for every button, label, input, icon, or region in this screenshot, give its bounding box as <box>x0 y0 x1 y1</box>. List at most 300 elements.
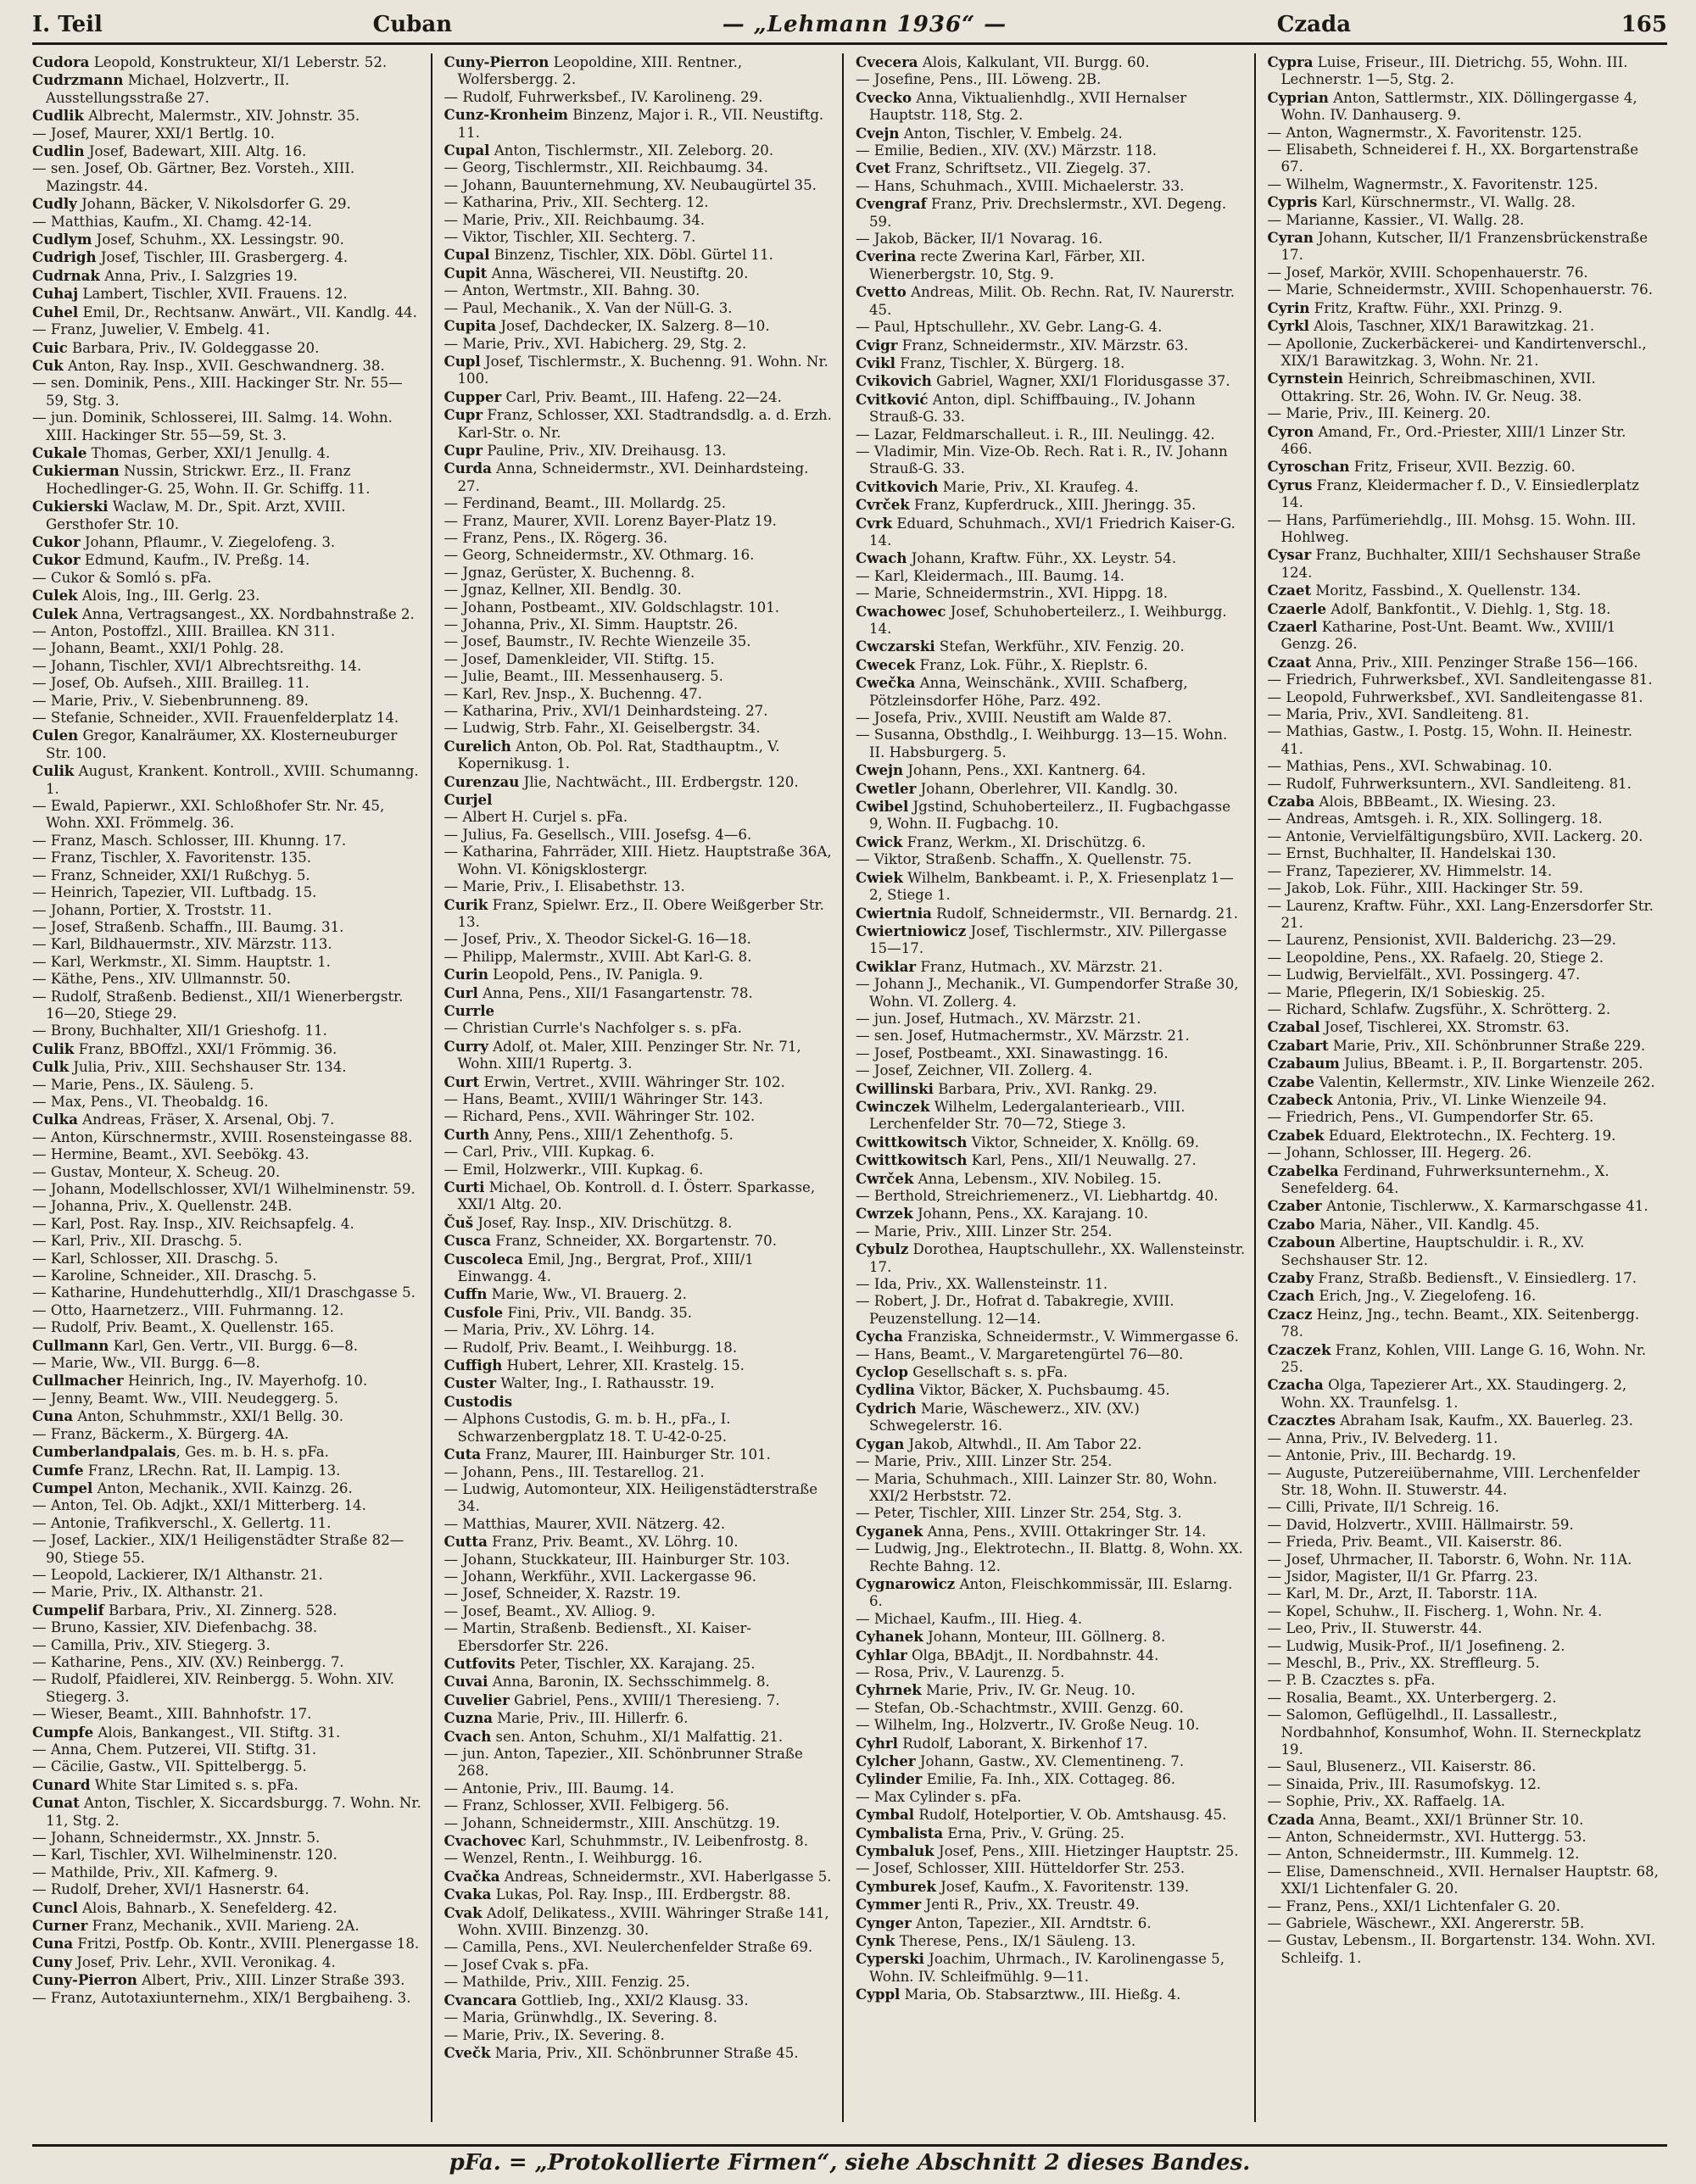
entry-details: — Sinaida, Priv., III. Rasumofskyg. 12. <box>1267 1775 1542 1792</box>
directory-entry <box>1268 512 1660 547</box>
directory-entry <box>32 919 422 936</box>
entry-details: — Camilla, Priv., XIV. Stiegerg. 3. <box>32 1636 271 1653</box>
entry-details: Anna, Viktualienhdlg., XVII Hernalser Hauptstr. 118, Stg. 2. <box>869 89 1187 124</box>
entry-surname: Custer <box>444 1374 497 1392</box>
directory-entry <box>32 989 422 1023</box>
directory-entry <box>444 1232 834 1250</box>
column-2 <box>444 53 845 2122</box>
entry-details: — Michael, Kaufm., III. Hieg. 4. <box>856 1610 1083 1627</box>
entry-details: Binzenz, Tischler, XIX. Döbl. Gürtel 11. <box>489 247 773 264</box>
directory-entry <box>856 1752 1246 1770</box>
directory-entry <box>856 1540 1246 1575</box>
directory-entry <box>1268 423 1660 459</box>
entry-surname: Cukor <box>32 532 81 550</box>
directory-entry <box>1268 53 1660 89</box>
directory-entry <box>856 1205 1246 1223</box>
directory-entry <box>32 1407 422 1425</box>
directory-entry <box>444 896 834 932</box>
entry-details: — Hans, Beamt., V. Margaretengürtel 76—80. <box>856 1346 1184 1362</box>
entry-surname: Czada <box>1267 1810 1315 1828</box>
entry-details: Antonia, Priv., VI. Linke Wienzeile 94. <box>1332 1091 1607 1108</box>
directory-entry <box>32 867 422 884</box>
entry-details: — Meschl, B., Priv., XX. Streffleurg. 5. <box>1267 1654 1540 1671</box>
directory-entry <box>444 1214 834 1232</box>
entry-details: — Hans, Parfümeriehdlg., III. Mohsg. 15. Wohn. III. Hohlweg. <box>1267 511 1637 545</box>
entry-details: — Anton, Schneidermstr., XVI. Huttergg. 53. <box>1267 1829 1587 1846</box>
entry-details: — Philipp, Malermstr., XVIII. Abt Karl-G. 8. <box>444 948 752 965</box>
directory-entry <box>32 285 422 303</box>
entry-surname: Cuffigh <box>444 1357 503 1374</box>
entry-surname: Czabart <box>1267 1036 1329 1054</box>
entry-surname: Cwrček <box>856 1169 914 1187</box>
entry-details: Erwin, Vertret., XVIII. Währinger Str. 102. <box>479 1073 785 1090</box>
directory-entry <box>856 1062 1246 1079</box>
entry-surname: Curenzau <box>444 772 520 790</box>
entry-surname: Cygnarowicz <box>856 1574 956 1592</box>
entry-surname: Cyppl <box>856 1986 901 2003</box>
directory-entry <box>32 1251 422 1268</box>
entry-details: — Hans, Schuhmach., XVIII. Michaelerstr. 33. <box>856 177 1185 194</box>
entry-details: — Anton, Schneidermstr., III. Kummelg. 12. <box>1267 1846 1580 1863</box>
entry-details: — Josefine, Pens., III. Löweng. 2B. <box>856 71 1102 88</box>
directory-entry <box>444 106 834 142</box>
directory-entry <box>856 1735 1246 1752</box>
entry-details: — Wenzel, Rentn., I. Weihburgg. 16. <box>444 1850 703 1867</box>
directory-entry <box>1268 1932 1660 1967</box>
entry-surname: Culka <box>32 1111 78 1128</box>
entry-details: — Marie, Priv., I. Elisabethstr. 13. <box>444 878 685 895</box>
directory-entry <box>444 720 834 737</box>
directory-entry <box>444 1603 834 1620</box>
entry-surname: Cupper <box>444 387 502 405</box>
entry-surname: Cysar <box>1267 546 1312 564</box>
directory-entry <box>444 773 834 791</box>
directory-entry <box>856 159 1246 177</box>
directory-entry <box>444 1251 834 1286</box>
entry-surname: Czabe <box>1267 1072 1315 1090</box>
entry-surname: Cukale <box>32 443 87 461</box>
entry-details: Franziska, Schneidermstr., V. Wimmergasse 6. <box>902 1329 1239 1346</box>
entry-details: Emil, Jng., Bergrat, Prof., XIII/1 Einwangg. 4. <box>457 1251 754 1285</box>
entry-details: — Cilli, Private, II/1 Schreig. 16. <box>1267 1499 1500 1516</box>
entry-details: — Karl, Tischler, XVI. Wilhelminenstr. 120. <box>32 1847 338 1864</box>
directory-entry <box>32 710 422 727</box>
directory-entry <box>856 1646 1246 1664</box>
directory-entry <box>1268 546 1660 582</box>
entry-details: — Johann, Schlosser, III. Hegerg. 26. <box>1267 1145 1532 1162</box>
entry-details: Maria, Ob. Stabsarztww., III. Hießg. 4. <box>900 1986 1181 2003</box>
directory-entry <box>856 1628 1246 1646</box>
entry-surname: Cygan <box>856 1435 905 1452</box>
directory-entry <box>856 354 1246 372</box>
entry-details: — Christian Currle's Nachfolger s. s. pFa. <box>444 1020 742 1037</box>
directory-entry <box>1268 984 1660 1001</box>
directory-entry <box>856 1950 1246 1986</box>
directory-entry <box>856 761 1246 779</box>
entry-details: Karl, Schuhmmstr., IV. Leibenfrostg. 8. <box>526 1833 809 1850</box>
directory-entry <box>856 178 1246 195</box>
directory-entry <box>856 1151 1246 1169</box>
entry-details: Franz, Werkm., XI. Drischützg. 6. <box>902 833 1146 850</box>
directory-entry <box>856 1700 1246 1717</box>
directory-entry <box>32 1443 422 1461</box>
directory-entry <box>444 1481 834 1516</box>
entry-surname: Custodis <box>444 1392 513 1410</box>
directory-entry <box>32 1584 422 1601</box>
entry-details: — Franz, Schneider, XXI/1 Rußchyg. 5. <box>32 866 310 883</box>
entry-details: Thomas, Gerber, XXI/1 Jenullg. 4. <box>86 444 331 461</box>
entry-surname: Cullmacher <box>32 1372 124 1390</box>
first-entry-word: Cuban <box>372 12 453 37</box>
entry-details: Franz, Priv. Drechslermstr., XVI. Degeng. 59. <box>869 196 1227 230</box>
entry-details: — Jgnaz, Kellner, XII. Bendlg. 30. <box>444 582 682 599</box>
directory-entry <box>1268 1552 1660 1568</box>
entry-surname: Cupita <box>444 317 497 335</box>
directory-entry <box>856 231 1246 248</box>
entry-surname: Curik <box>444 895 488 913</box>
entry-surname: Cvetto <box>856 283 907 301</box>
entry-details: — Franz, Pens., XXI/1 Lichtenfaler G. 20. <box>1267 1897 1561 1914</box>
entry-details: — Matthias, Kaufm., XI. Chamg. 42-14. <box>32 213 312 230</box>
entry-details: Rudolf, Hotelportier, V. Ob. Amtshausg. 45. <box>914 1807 1227 1824</box>
directory-entry <box>1268 828 1660 845</box>
directory-entry <box>856 1276 1246 1293</box>
entry-details: Anna, Pens., XVIII. Ottakringer Str. 14. <box>923 1523 1207 1540</box>
entry-details: — sen. Dominik, Pens., XIII. Hackinger Str. Nr. 55—59, Stg. 3. <box>32 375 403 409</box>
entry-details: — Marie, Priv., XIII. Linzer Str. 254. <box>856 1453 1113 1470</box>
directory-entry <box>444 633 834 650</box>
directory-entry <box>856 851 1246 868</box>
directory-entry <box>444 1568 834 1585</box>
directory-entry <box>32 1990 422 2007</box>
entry-details: — Franz, Juwelier, V. Embelg. 41. <box>32 321 271 338</box>
directory-entry <box>32 623 422 640</box>
directory-entry <box>32 1971 422 1989</box>
entry-details: — Karl, Kleidermach., III. Baumg. 14. <box>856 567 1124 584</box>
directory-entry <box>444 966 834 983</box>
entry-surname: Cupit <box>444 264 488 281</box>
entry-details: Eduard, Schuhmach., XVI/1 Friedrich Kaiser-G. 14. <box>869 515 1236 549</box>
directory-entry <box>1268 1864 1660 1898</box>
entry-details: Anna, Baronin, IX. Sechsschimmelg. 8. <box>488 1674 770 1691</box>
entry-details: — Georg, Schneidermstr., XV. Othmarg. 16. <box>444 547 755 564</box>
directory-entry <box>1268 1707 1660 1758</box>
directory-entry <box>856 1381 1246 1399</box>
entry-surname: Čuš <box>444 1213 474 1231</box>
directory-entry <box>856 1346 1246 1363</box>
directory-entry <box>32 1741 422 1758</box>
directory-entry <box>1268 706 1660 723</box>
entry-details: Josef, Dachdecker, IX. Salzerg. 8—10. <box>496 318 770 335</box>
directory-entry <box>32 321 422 338</box>
entry-details: — Richard, Schlafw. Zugsführ., X. Schrötterg. 2. <box>1267 1000 1611 1017</box>
directory-entry <box>444 1304 834 1322</box>
directory-entry <box>1268 317 1660 335</box>
directory-entry <box>1268 1811 1660 1829</box>
entry-details: Alois, BBBeamt., IX. Wiesing. 23. <box>1314 794 1556 811</box>
entry-details: Franz, Buchhalter, XIII/1 Sechshauser Straße 124. <box>1280 547 1641 581</box>
directory-entry <box>32 1830 422 1847</box>
directory-entry <box>856 958 1246 976</box>
entry-details: — Josef, Priv., X. Theodor Sickel-G. 16—18. <box>444 931 751 948</box>
directory-entry <box>1268 932 1660 949</box>
entry-details: — Elisabeth, Schneiderei f. H., XX. Borgartenstraße 67. <box>1267 142 1639 176</box>
directory-entry <box>32 1602 422 1619</box>
directory-entry <box>1268 193 1660 211</box>
directory-entry <box>856 89 1246 125</box>
directory-entry <box>444 2027 834 2044</box>
entry-surname: Cwittkowitsch <box>856 1151 968 1169</box>
directory-entry <box>856 319 1246 336</box>
entry-surname: Cvačka <box>444 1867 500 1885</box>
entry-details: — Andreas, Amtsgeh. i. R., XIX. Sollingerg. 18. <box>1267 811 1603 827</box>
directory-entry <box>32 1953 422 1971</box>
directory-entry <box>444 530 834 547</box>
directory-entry <box>444 651 834 668</box>
directory-entry <box>444 1108 834 1125</box>
entry-details: — Marie, Priv., XVI. Habicherg. 29, Stg. 2. <box>444 335 747 352</box>
directory-entry <box>32 1337 422 1355</box>
directory-entry <box>856 372 1246 390</box>
directory-entry <box>32 658 422 675</box>
directory-entry <box>444 1974 834 1991</box>
directory-entry <box>1268 950 1660 967</box>
directory-entry <box>32 1532 422 1567</box>
entry-details: Alois, Bahnarb., X. Senefelderg. 42. <box>77 1899 338 1916</box>
entry-details: — Franz, Autotaxiunternehm., XIX/1 Bergbaiheng. 3. <box>32 1989 411 2006</box>
entry-details: — Maria, Schuhmach., XIII. Lainzer Str. 80, Wohn. XXI/2 Herbststr. 72. <box>856 1470 1218 1504</box>
directory-entry <box>1268 405 1660 422</box>
entry-surname: Czabeck <box>1267 1090 1333 1108</box>
directory-entry <box>444 984 834 1002</box>
directory-entry <box>32 1479 422 1497</box>
entry-details: — Josef, Schneider, X. Razstr. 19. <box>444 1585 681 1602</box>
directory-entry <box>856 1400 1246 1435</box>
entry-details: — Johann, Modellschlosser, XVI/1 Wilhelminenstr. 59. <box>32 1181 416 1197</box>
entry-surname: Czacztes <box>1267 1412 1336 1429</box>
entry-details: — Maria, Priv., XVI. Sandleiteng. 81. <box>1267 706 1530 723</box>
entry-details: — Karoline, Schneider., XII. Draschg. 5. <box>32 1268 317 1284</box>
entry-details: — Gustav, Lebensm., II. Borgartenstr. 134. Wohn. XVI. Schleifg. 1. <box>1267 1932 1656 1966</box>
entry-details: — Anton, Tel. Ob. Adjkt., XXI/1 Mitterberg. 14. <box>32 1497 366 1514</box>
directory-entry <box>856 976 1246 1011</box>
running-title: — „Lehmann 1936“ — <box>722 12 1007 37</box>
entry-surname: Culek <box>32 604 78 622</box>
entry-surname: Curner <box>32 1917 88 1935</box>
directory-entry <box>856 1932 1246 1950</box>
directory-entry <box>32 936 422 953</box>
entry-details: Franz, Priv. Beamt., XV. Löhrg. 10. <box>487 1534 739 1551</box>
entry-details: — Karl, Priv., XII. Draschg. 5. <box>32 1233 243 1250</box>
entry-surname: Cwachowec <box>856 602 946 620</box>
directory-entry <box>856 1611 1246 1628</box>
page-header <box>32 12 1667 45</box>
entry-surname: Cwach <box>856 549 907 567</box>
entry-details: — Josef, Maurer, XXI/1 Bertlg. 10. <box>32 125 276 142</box>
directory-entry <box>856 1471 1246 1506</box>
entry-surname: Cupr <box>444 406 483 424</box>
directory-entry <box>856 515 1246 550</box>
directory-entry <box>1268 1109 1660 1126</box>
entry-surname: Culk <box>32 1058 70 1076</box>
entry-details: — Karl, Post. Ray. Insp., XIV. Reichsapfelg. 4. <box>32 1215 354 1232</box>
directory-entry <box>444 194 834 211</box>
directory-entry <box>1268 1037 1660 1055</box>
directory-entry <box>856 1789 1246 1806</box>
entry-details: Nussin, Strickwr. Erz., II. Franz Hochedlinger-G. 25, Wohn. II. Gr. Schiffg. 11. <box>46 463 371 497</box>
entry-details: — Karl, Bildhauermstr., XIV. Märzstr. 113. <box>32 936 332 953</box>
entry-details: Anna, Beamt., XXI/1 Brünner Str. 10. <box>1314 1811 1584 1828</box>
entry-details: — Anton, Postoffzl., XIII. Braillea. KN 311. <box>32 623 336 639</box>
directory-entry <box>32 570 422 587</box>
entry-details: Gesellschaft s. s. pFa. <box>907 1364 1068 1381</box>
entry-details: — Cukor & Somló s. pFa. <box>32 569 212 586</box>
directory-entry <box>1268 689 1660 706</box>
entry-surname: Cunz-Kronheim <box>444 106 568 124</box>
entry-details: Johann, Kutscher, II/1 Franzensbrückenstraße 17. <box>1280 230 1649 264</box>
directory-entry <box>32 498 422 533</box>
entry-surname: Culik <box>32 1039 75 1057</box>
entry-surname: Cukierman <box>32 462 120 480</box>
entry-details: Marie, Priv., XII. Schönbrunner Straße 229. <box>1328 1037 1646 1054</box>
entry-details: Emil, Dr., Rechtsanw. Anwärt., VII. Kandlg. 44. <box>78 304 417 320</box>
entry-details: — Johann, Postbeamt., XIV. Goldschlagstr. 101. <box>444 599 780 616</box>
directory-entry <box>444 159 834 176</box>
entry-surname: Cuncl <box>32 1898 78 1916</box>
entry-details: — Karl, Werkmstr., XI. Simm. Hauptstr. 1. <box>32 953 331 970</box>
entry-details: Edmund, Kaufm., IV. Preßg. 14. <box>80 552 310 569</box>
directory-entry <box>32 1040 422 1058</box>
entry-details: Karl, Gen. Vertr., VII. Burgg. 6—8. <box>109 1337 359 1354</box>
entry-details: Anton, Tapezier., XII. Arndtstr. 6. <box>911 1914 1152 1931</box>
entry-surname: Cymbal <box>856 1806 915 1824</box>
directory-entry <box>32 587 422 604</box>
directory-entry <box>444 1322 834 1339</box>
entry-details: Alois, Kalkulant, VII. Burgg. 60. <box>918 54 1150 70</box>
directory-entry <box>444 1992 834 2009</box>
entry-details: — Josef, Schlosser, XIII. Hütteldorfer Str. 253. <box>856 1860 1186 1877</box>
entry-surname: Cudora <box>32 53 90 70</box>
directory-entry <box>856 1011 1246 1028</box>
entry-details: — Hermine, Beamt., XVI. Seebökg. 43. <box>32 1146 310 1163</box>
entry-surname: Cumpfe <box>32 1723 94 1741</box>
directory-entry <box>856 1681 1246 1699</box>
column-1 <box>32 53 432 2122</box>
directory-entry <box>444 565 834 582</box>
directory-entry <box>32 1022 422 1039</box>
entry-details: — Georg, Tischlermstr., XII. Reichbaumg. 34. <box>444 159 768 176</box>
entry-surname: Cyganek <box>856 1522 923 1540</box>
directory-entry <box>32 675 422 692</box>
entry-details: — Peter, Tischler, XIII. Linzer Str. 254, Stg. 3. <box>856 1505 1182 1522</box>
entry-details: Josef, Tischlermstr., X. Buchenng. 91. Wohn. Nr. 100. <box>457 353 828 387</box>
directory-entry <box>444 703 834 720</box>
directory-entry <box>444 1002 834 1020</box>
entry-details: — Brony, Buchhalter, XII/1 Grieshofg. 11. <box>32 1022 327 1039</box>
directory-entry <box>32 1302 422 1319</box>
entry-surname: Cuk <box>32 356 64 374</box>
directory-entry <box>856 798 1246 833</box>
entry-details: Peter, Tischler, XX. Karajang. 25. <box>515 1655 756 1672</box>
directory-entry <box>444 1868 834 1886</box>
entry-details: — Rudolf, Dreher, XVI/1 Hasnerstr. 64. <box>32 1881 310 1898</box>
entry-surname: Culek <box>32 587 78 604</box>
entry-details: Franz, Schneidermstr., XIV. Märzstr. 63. <box>897 337 1189 354</box>
entry-details: — Ida, Priv., XX. Wallensteinstr. 11. <box>856 1276 1108 1293</box>
entry-details: — Marie, Priv., IX. Severing. 8. <box>444 2026 665 2043</box>
entry-details: — Rudolf, Fuhrwerksuntern., XVI. Sandleiteng. 81. <box>1267 775 1632 792</box>
directory-entry <box>1268 1898 1660 1915</box>
entry-details: Marie, Priv., XI. Kraufeg. 4. <box>938 478 1139 495</box>
directory-entry <box>444 442 834 460</box>
entry-surname: Czaboun <box>1267 1234 1336 1251</box>
entry-details: — Marie, Pflegerin, IX/1 Sobieskig. 25. <box>1267 983 1546 1000</box>
entry-details: — Friedrich, Fuhrwerksbef., XVI. Sandleitengasse 81. <box>1267 671 1653 688</box>
directory-entry <box>32 1776 422 1794</box>
entry-details: — Jsidor, Magister, II/1 Gr. Pfarrg. 23. <box>1267 1568 1538 1585</box>
entry-details: — Rudolf, Priv. Beamt., I. Weihburgg. 18. <box>444 1339 738 1356</box>
directory-entry <box>32 1164 422 1181</box>
directory-entry <box>856 1825 1246 1842</box>
entry-details: — Cäcilie, Gastw., VII. Spittelbergg. 5. <box>32 1758 307 1775</box>
entry-surname: Cvečk <box>444 2043 491 2061</box>
entry-details: Johann, Oberlehrer, VII. Kandlg. 30. <box>916 780 1179 797</box>
entry-details: — Johann, Werkführ., XVII. Lackergasse 96. <box>444 1568 756 1585</box>
directory-entry <box>1268 336 1660 370</box>
entry-surname: Czacz <box>1267 1305 1313 1323</box>
directory-entry <box>32 762 422 798</box>
directory-entry <box>1268 1465 1660 1500</box>
entry-details: — Antonie, Priv., III. Bechardg. 19. <box>1267 1447 1516 1464</box>
directory-entry <box>444 495 834 512</box>
entry-details: — Matthias, Maurer, XVII. Nätzerg. 42. <box>444 1515 726 1532</box>
entry-details: — Leopold, Fuhrwerksbef., XVI. Sandleitengasse 81. <box>1267 688 1643 705</box>
entry-details: Anny, Pens., XIII/1 Zehenthofg. 5. <box>489 1126 734 1143</box>
entry-details: — Karl, Rev. Jnsp., X. Buchenng. 47. <box>444 685 702 702</box>
entry-details: — Julie, Beamt., III. Messenhauserg. 5. <box>444 668 723 685</box>
directory-entry <box>32 1497 422 1514</box>
directory-entry <box>444 265 834 282</box>
entry-details: — Leo, Priv., II. Stuwerstr. 44. <box>1267 1620 1482 1637</box>
directory-entry <box>1268 1216 1660 1234</box>
entry-surname: Cvikovich <box>856 372 932 390</box>
entry-details: Franz, Straßb. Bediensft., V. Einsiedlerg. 17. <box>1314 1270 1637 1287</box>
directory-entry <box>856 478 1246 496</box>
directory-entry <box>444 406 834 442</box>
entry-details: — sen. Josef, Ob. Gärtner, Bez. Vorsteh., XIII. Mazingstr. 44. <box>32 160 355 194</box>
entry-details: Dorothea, Hauptschullehr., XX. Wallensteinstr. 17. <box>869 1241 1246 1275</box>
directory-entry <box>856 496 1246 514</box>
directory-entry <box>32 1794 422 1830</box>
entry-details: Marie, Priv., IV. Gr. Neug. 10. <box>921 1682 1135 1699</box>
entry-details: — Rudolf, Fuhrwerksbef., IV. Karolineng. 29. <box>444 88 763 105</box>
directory-entry <box>444 1620 834 1655</box>
entry-details: — Franz, Schlosser, XVII. Felbigerg. 56. <box>444 1797 729 1814</box>
entry-details: Alois, Bankangest., VII. Stiftg. 31. <box>93 1724 341 1741</box>
directory-entry <box>444 738 834 773</box>
directory-entry <box>32 1094 422 1111</box>
entry-details: — Josef, Straßenb. Schaffn., III. Baumg. 31. <box>32 918 344 935</box>
entry-surname: Currle <box>444 1001 495 1019</box>
entry-details: Josef, Schuhm., XX. Lessingstr. 90. <box>92 231 344 248</box>
directory-entry <box>444 1655 834 1673</box>
entry-surname: Cuvai <box>444 1673 488 1691</box>
entry-details: Johann, Gastw., XV. Clementineng. 7. <box>915 1753 1185 1769</box>
entry-details: Anton, Tischlermstr., XII. Zeleborg. 20. <box>489 142 774 159</box>
directory-entry <box>1268 1145 1660 1162</box>
entry-details: Moritz, Fassbind., X. Quellenstr. 134. <box>1311 582 1582 599</box>
entry-details: Franz, Lok. Führ., X. Rieplstr. 6. <box>915 656 1148 673</box>
